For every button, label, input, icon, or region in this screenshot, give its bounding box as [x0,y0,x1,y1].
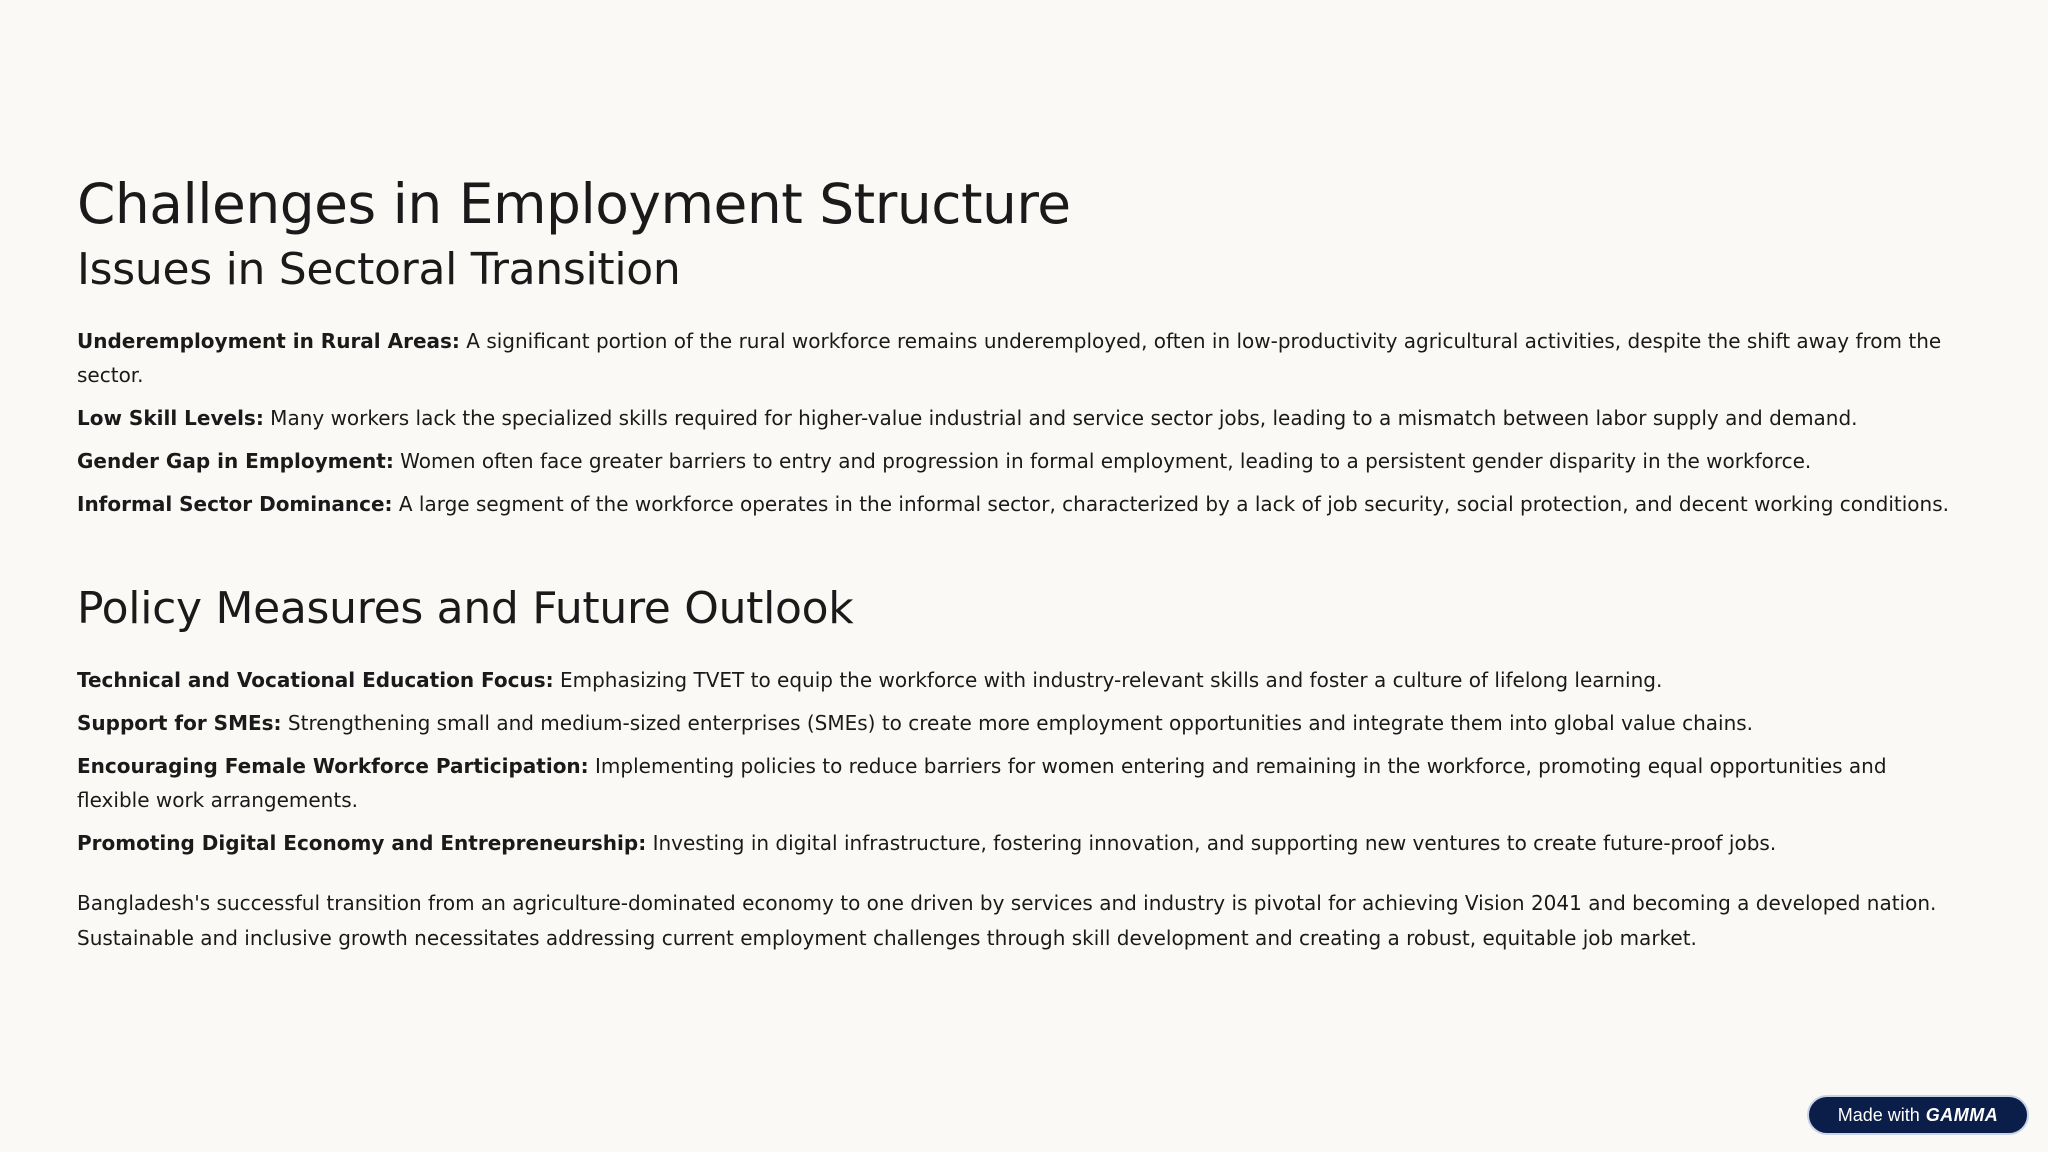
bullet-term: Technical and Vocational Education Focus: [77,668,554,692]
list-item [77,487,1957,521]
badge-prefix: Made with [1837,1104,1920,1125]
bullet-term: Support for SMEs: [77,711,282,735]
bullet-term: Underemployment in Rural Areas: [77,329,460,353]
list-item [77,706,1957,740]
section-heading-policy-measures: Policy Measures and Future Outlook [77,583,854,634]
bullet-text: Women often face greater barriers to entry and progression in formal employment, leading to a persistent gender disparity in the workforce. [393,449,1812,473]
gamma-logo-text: GAMMA [1925,1104,1999,1125]
list-item [77,749,1957,817]
policy-measures-list [77,663,1957,860]
bullet-text: A large segment of the workforce operates in the informal sector, characterized by a lack of job security, social protection, and decent working conditions. [392,492,1949,516]
sectoral-transition-list [77,324,1957,521]
bullet-term: Promoting Digital Economy and Entrepreneurship: [77,831,647,855]
bullet-text: A significant portion of the rural workforce remains underemployed, often in low-productivity agricultural activities, despite the shift away from the sector. [77,329,1942,387]
list-item [77,444,1957,478]
bullet-text: Implementing policies to reduce barriers for women entering and remaining in the workforce, promoting equal opportunities and flexible work arrangements. [77,754,1887,812]
list-item [77,324,1957,392]
bullet-text: Investing in digital infrastructure, fostering innovation, and supporting new ventures to create future-proof jobs. [646,831,1777,855]
bullet-term: Low Skill Levels: [77,406,264,430]
list-item [77,826,1957,860]
bullet-text: Emphasizing TVET to equip the workforce with industry-relevant skills and foster a culture of lifelong learning. [553,668,1663,692]
list-item [77,401,1957,435]
section-heading-sectoral-transition: Issues in Sectoral Transition [77,244,681,295]
slide-title: Challenges in Employment Structure [77,172,1071,236]
bullet-text: Strengthening small and medium-sized enterprises (SMEs) to create more employment opportunities and integrate them into global value chains. [281,711,1754,735]
made-with-gamma-badge[interactable] [1807,1095,2029,1135]
bullet-term: Encouraging Female Workforce Participation: [77,754,589,778]
conclusion-paragraph: Bangladesh's successful transition from an agriculture-dominated economy to one driven by services and industry is pivotal for achieving Vision 2041 and becoming a developed nation. Sustainable and inclusive growth necessitates addressing current employment challenges through skill development and creating a robust, equitable job market. [77,891,1937,950]
bullet-term: Gender Gap in Employment: [77,449,394,473]
slide-content [77,170,1977,956]
bullet-term: Informal Sector Dominance: [77,492,393,516]
bullet-text: Many workers lack the specialized skills required for higher-value industrial and service sector jobs, leading to a mismatch between labor supply and demand. [263,406,1858,430]
list-item [77,663,1957,697]
